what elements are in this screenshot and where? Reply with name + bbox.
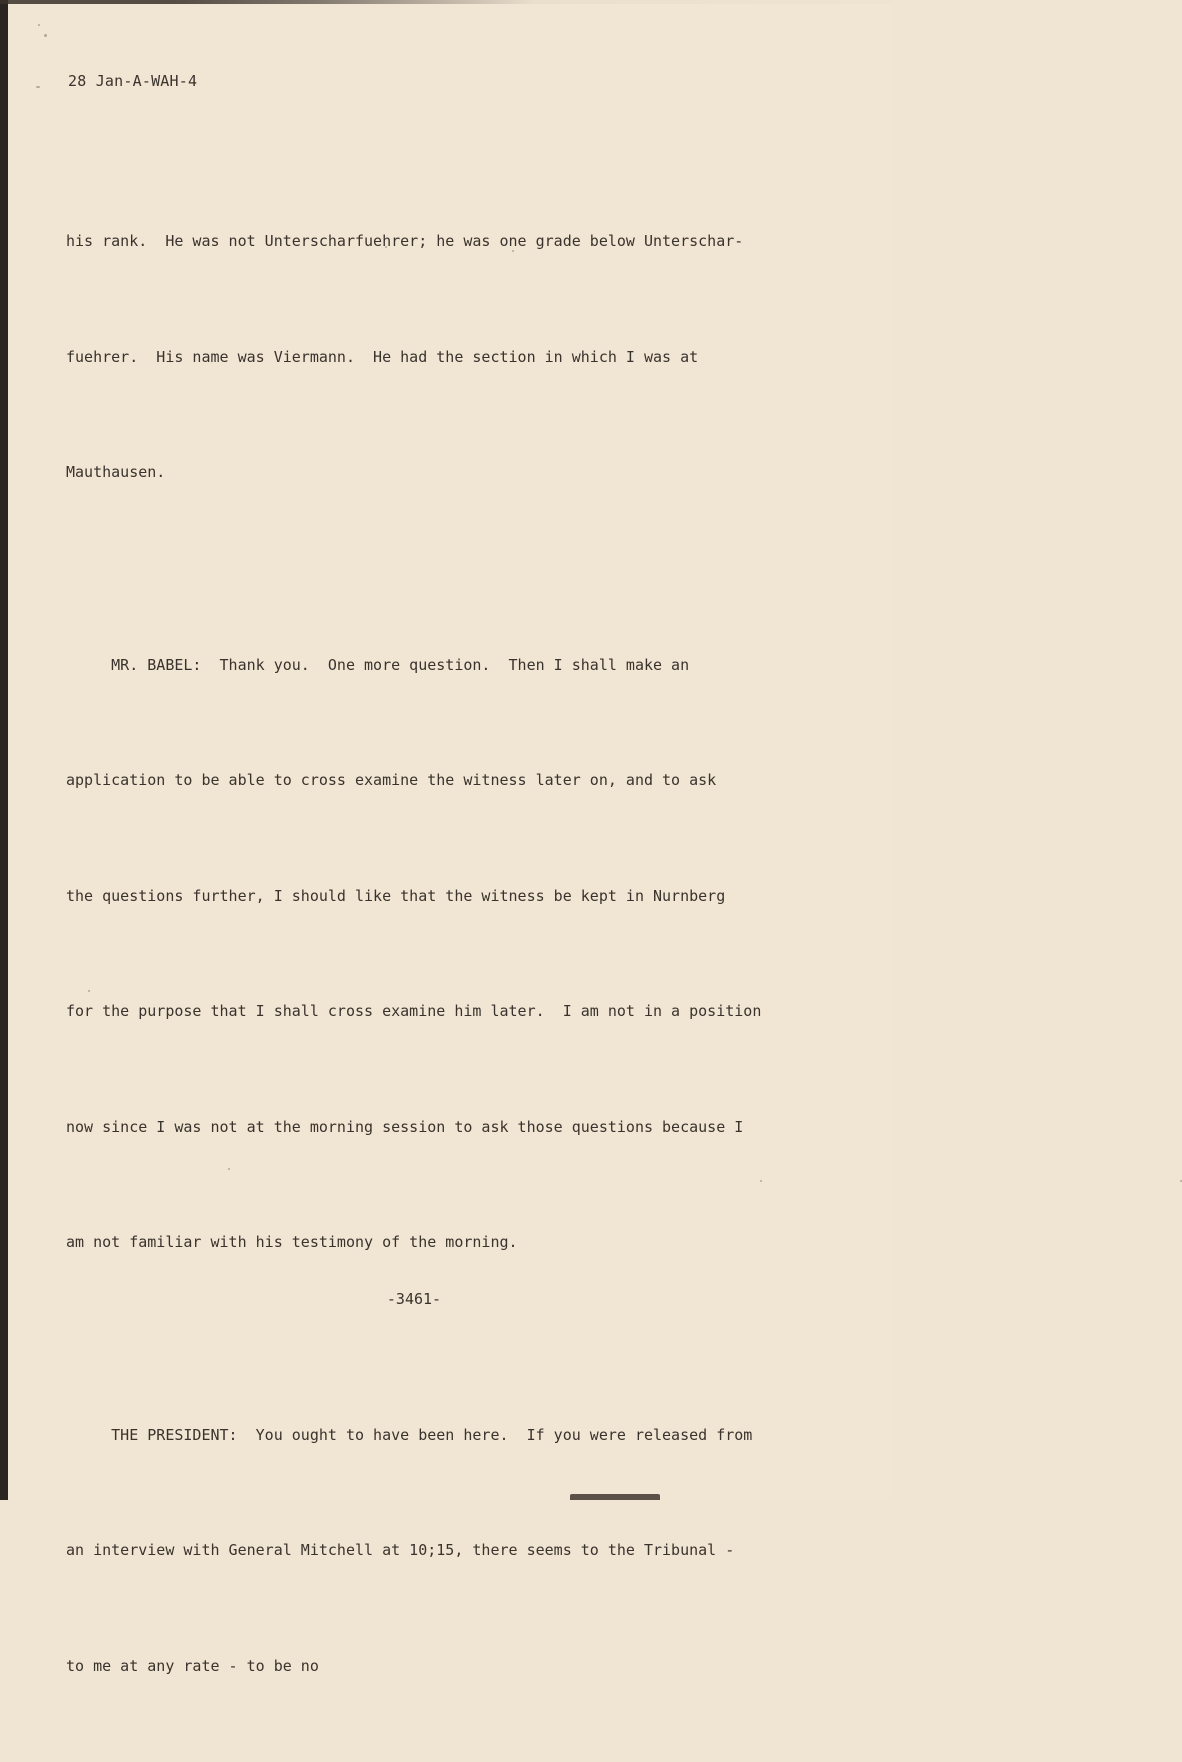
page-top-edge — [0, 0, 891, 4]
paper-speck — [44, 34, 47, 37]
document-body — [66, 145, 846, 1762]
text-line: Mauthausen. — [66, 453, 846, 492]
text-line: an interview with General Mitchell at 10;15, there seems to the Tribunal - — [66, 1531, 846, 1570]
text-line: THE PRESIDENT: You ought to have been here. If you were released from — [66, 1416, 846, 1455]
text-line: MR. BABEL: Thank you. One more question. Then I shall make an — [66, 646, 846, 685]
document-header: 28 Jan-A-WAH-4 — [68, 72, 197, 90]
text-line: application to be able to cross examine the witness later on, and to ask — [66, 761, 846, 800]
paragraph — [66, 1339, 846, 1762]
page-bottom-edge — [570, 1494, 660, 1500]
paragraph — [66, 569, 846, 1339]
text-line: his rank. He was not Unterscharfuehrer; he was one grade below Unterschar- — [66, 222, 846, 261]
text-line: to me at any rate - to be no — [66, 1647, 846, 1686]
page-number: -3461- — [0, 1290, 828, 1308]
text-line: fuehrer. His name was Viermann. He had the section in which I was at — [66, 338, 846, 377]
paper-speck — [38, 24, 40, 26]
text-line: am not familiar with his testimony of the morning. — [66, 1223, 846, 1262]
text-line: for the purpose that I shall cross examine him later. I am not in a position — [66, 992, 846, 1031]
text-line: now since I was not at the morning session to ask those questions because I — [66, 1108, 846, 1147]
paragraph — [66, 145, 846, 569]
text-line: the questions further, I should like that the witness be kept in Nurnberg — [66, 877, 846, 916]
paper-speck — [36, 86, 40, 88]
